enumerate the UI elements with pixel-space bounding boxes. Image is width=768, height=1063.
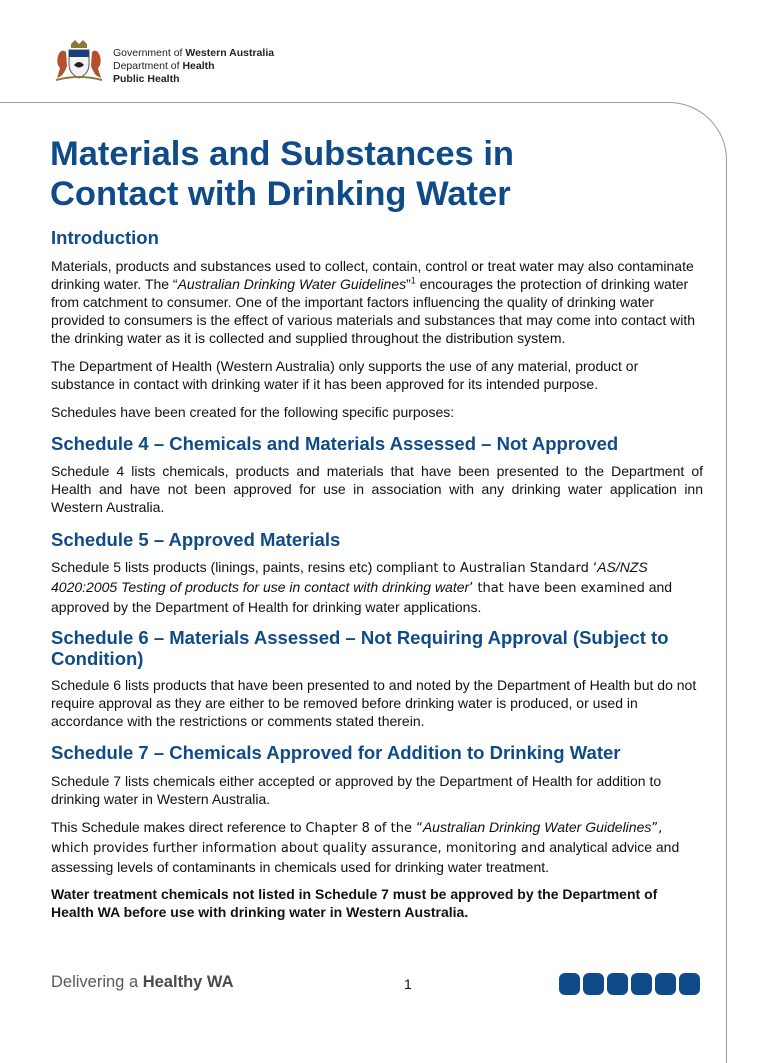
schedule-4-text: Schedule 4 lists chemicals, products and materials that have been presented to the Department of Health and have not been approved for use in association with any drinking water application inn Western Australia. (51, 463, 703, 515)
footer (0, 960, 768, 1010)
gov-prefix: Government of (113, 47, 186, 59)
intro-paragraph-1: Materials, products and substances used to collect, contain, control or treat water may also contaminate drinking water. The “Australian Drinking Water Guidelines”$^1$ encourages the protection of drinking water from catchment to consumer. One of the important factors influencing the quality of drinking water provided to consumers is the effect of various materials and substances that may come into contact with the drinking water as it is collected and supplied throughout the distribution system. (51, 258, 696, 346)
schedule-6-text: Schedule 6 lists products that have been presented to and noted by the Department of Health but do not require approval as they are either to be removed before drinking water is produced, or used in accordance with the restrictions or comments stated therein. (51, 677, 697, 729)
schedule-7-text: Schedule 7 lists chemicals either accepted or approved by the Department of Health for addition to drinking water in Western Australia. (51, 773, 662, 807)
page-title (50, 134, 710, 214)
guidelines-reference: Australian Drinking Water Guidelines (422, 819, 652, 835)
decor-block (607, 973, 628, 995)
footer-tagline: Delivering a Healthy WA (51, 973, 234, 991)
standard-title: AS/NZS 4020:2005 Testing of products for use in contact with drinking water (51, 559, 648, 595)
schedule-7-heading: Schedule 7 – Chemicals Approved for Addition to Drinking Water (51, 742, 621, 763)
schedule-7-reference: This Schedule makes direct reference to Chapter 8 of the “Australian Drinking Water Guidelines”, which provides further information about quality assurance, monitoring and analytical advice and assessing levels of contaminants in chemicals used for drinking water treatment. (51, 819, 680, 875)
guidelines-citation: Australian Drinking Water Guidelines (177, 276, 407, 292)
approval-note: Water treatment chemicals not listed in Schedule 7 must be approved by the Department of Health WA before use with drinking water in Western Australia. (51, 886, 658, 920)
title-line-2: Contact with Drinking Water (50, 175, 511, 213)
schedule-5-text: Schedule 5 lists products (linings, paints, resins etc) compliant to Australian Standard ‘AS/NZS 4020:2005 Testing of products for use in contact with drinking water’ that have been examined and approved by the Department of Health for drinking water applications. (51, 559, 673, 615)
intro-heading: Introduction (51, 227, 159, 248)
document-body (51, 227, 703, 921)
dept-name: Health (182, 60, 215, 72)
header (52, 38, 312, 88)
decor-block (631, 973, 652, 995)
decor-block (679, 973, 700, 995)
decor-block (655, 973, 676, 995)
schedule-6-heading: Schedule 6 – Materials Assessed – Not Requiring Approval (Subject to Condition) (51, 627, 669, 669)
page-number: 1 (404, 976, 412, 992)
footnote-ref: 1 (410, 275, 416, 286)
intro-paragraph-2: The Department of Health (Western Australia) only supports the use of any material, product or substance in contact with drinking water if it has been approved for its intended purpose. (51, 358, 639, 392)
dept-prefix: Department of (113, 60, 183, 72)
division-name: Public Health (113, 73, 180, 85)
intro-paragraph-3: Schedules have been created for the following specific purposes: (51, 404, 455, 420)
schedule-4-heading: Schedule 4 – Chemicals and Materials Assessed – Not Approved (51, 433, 619, 454)
schedule-5-heading: Schedule 5 – Approved Materials (51, 529, 341, 550)
gov-name: Western Australia (185, 47, 275, 59)
organisation-name (113, 47, 274, 86)
decor-block (583, 973, 604, 995)
wa-coat-of-arms-icon (52, 38, 106, 84)
title-line-1: Materials and Substances in (50, 135, 514, 173)
decor-block (559, 973, 580, 995)
footer-decoration (559, 973, 700, 995)
